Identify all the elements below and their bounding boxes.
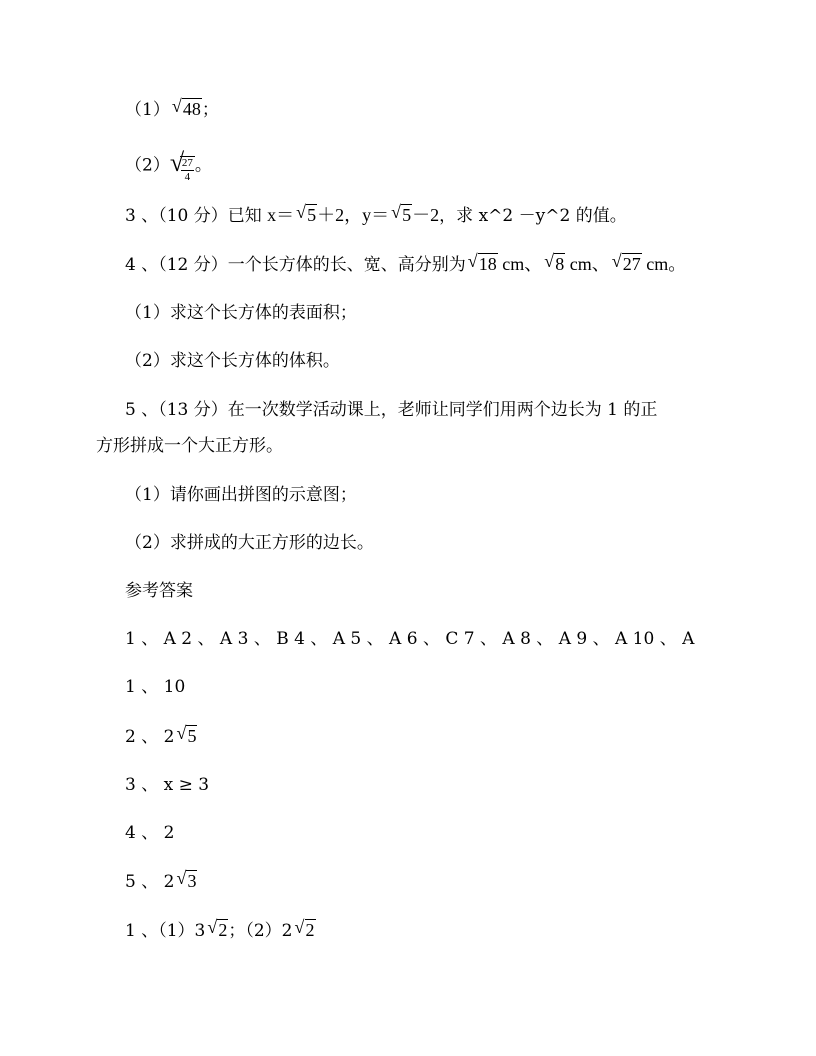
answers-choice-line: 1 、 A 2 、 A 3 、 B 4 、 A 5 、 A 6 、 C 7 、 A 8 、 A 9 、 A 10 、 A (125, 629, 695, 649)
q5-line1: 5 、（13 分）在一次数学活动课上，老师让同学们用两个边长为 1 的正 (125, 400, 658, 420)
q3-plus2: ＋2 (317, 205, 345, 225)
sqrt-5: √ 5 (391, 202, 412, 225)
denominator: 4 (184, 171, 191, 183)
answer-fill-3: 3 、 x ≥ 3 (125, 775, 210, 795)
q4-unit2: cm、 (565, 254, 610, 274)
radicand: 5 (307, 205, 317, 225)
radicand: 48 (182, 99, 201, 119)
radicand: 5 (187, 726, 197, 746)
sqrt-2: √ 2 (294, 917, 315, 940)
fill5-label: 5 、 2 (125, 872, 175, 892)
answer-solve-1 (125, 918, 316, 943)
solve1-mid: ；（2）2 (228, 921, 293, 941)
solve1-label: 1 、（1）3 (125, 921, 206, 941)
radicand: 2 (218, 920, 228, 940)
q4-unit3: cm。 (641, 254, 687, 274)
radicand: 2 (305, 920, 315, 940)
q2-item1-label: （1） (125, 100, 170, 120)
sqrt-5: √ 5 (176, 723, 197, 746)
q3-x-eq: x＝ (267, 205, 295, 225)
sqrt-5: √ 5 (296, 202, 317, 225)
sqrt-48: √ 48 (171, 96, 201, 119)
sqrt-27: √ 27 (611, 251, 641, 274)
radicand: 8 (555, 254, 565, 274)
q5-line2: 方形拼成一个大正方形。 (96, 436, 283, 456)
fill2-label: 2 、 2 (125, 727, 175, 747)
q4-prefix: 4 、（12 分）一个长方体的长、宽、高分别为 (125, 255, 466, 275)
q5-sub1: （1）请你画出拼图的示意图； (125, 485, 357, 505)
sqrt-8: √ 8 (544, 251, 565, 274)
q3-tail: ，求 x^2 －y^2 的值。 (439, 206, 627, 226)
q3-minus2: －2 (412, 205, 440, 225)
radicand: 5 (402, 205, 412, 225)
question-4 (125, 252, 686, 277)
q2-item2-end: 。 (194, 155, 212, 176)
sqrt-2: √ 2 (207, 917, 228, 940)
q3-prefix: 3 、（10 分）已知 (125, 206, 268, 226)
sqrt-fraction: √ $\frac{27}{4}$ (169, 148, 193, 183)
answers-heading: 参考答案 (125, 581, 193, 601)
q2-item2 (125, 148, 212, 184)
radicand: 3 (187, 871, 197, 891)
q2-item1-end: ； (201, 100, 219, 120)
q3-y-eq: ，y＝ (344, 205, 390, 225)
q2-item1 (125, 97, 219, 122)
q4-sub2: （2）求这个长方体的体积。 (125, 351, 340, 371)
q4-sub1: （1）求这个长方体的表面积； (125, 303, 357, 323)
numerator: 27 (181, 157, 193, 169)
question-3 (125, 203, 627, 228)
answer-fill-5 (125, 869, 197, 894)
q4-unit1: cm、 (497, 254, 543, 274)
radicand: 27 (622, 254, 641, 274)
answer-fill-1: 1 、 10 (125, 677, 186, 697)
radicand: 18 (478, 254, 497, 274)
q2-item2-label: （2） (125, 155, 170, 176)
sqrt-18: √ 18 (467, 251, 497, 274)
q5-sub2: （2）求拼成的大正方形的边长。 (125, 533, 374, 553)
answer-fill-2 (125, 724, 197, 749)
answer-fill-4: 4 、 2 (125, 823, 175, 843)
sqrt-3: √ 3 (176, 868, 197, 891)
